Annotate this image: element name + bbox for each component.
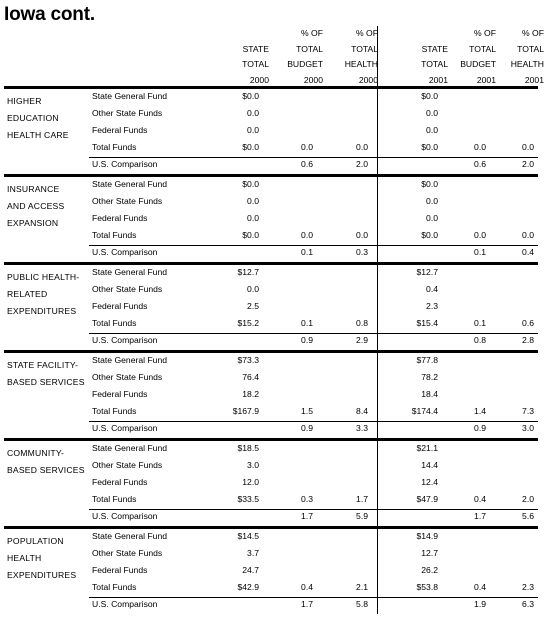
table-row <box>0 284 541 301</box>
table-section <box>0 355 541 440</box>
page-title: Iowa cont. <box>4 4 95 25</box>
row-label: U.S. Comparison <box>92 335 158 345</box>
header-line: TOTAL <box>296 43 323 54</box>
cell-pct-health-2001: 0.4 <box>522 247 534 257</box>
cell-state-total-2000: 76.4 <box>242 372 259 382</box>
section-divider <box>4 526 538 529</box>
row-separator <box>89 509 538 510</box>
cell-pct-budget-2000: 0.9 <box>301 335 313 345</box>
cell-pct-budget-2000: 0.1 <box>301 318 313 328</box>
cell-state-total-2000: $0.0 <box>242 91 259 101</box>
cell-pct-budget-2000: 0.0 <box>301 230 313 240</box>
category-line: AND ACCESS <box>7 201 65 211</box>
cell-pct-budget-2000: 0.4 <box>301 582 313 592</box>
cell-state-total-2001: 0.4 <box>426 284 438 294</box>
cell-pct-budget-2000: 1.7 <box>301 511 313 521</box>
cell-state-total-2001: $0.0 <box>421 91 438 101</box>
row-label: U.S. Comparison <box>92 423 158 433</box>
cell-pct-health-2000: 3.3 <box>356 423 368 433</box>
category-line: PUBLIC HEALTH- <box>7 272 80 282</box>
section-divider <box>4 174 538 177</box>
cell-pct-health-2001: 0.0 <box>522 230 534 240</box>
header-state-total-2000 <box>209 26 269 88</box>
table-row <box>0 531 541 548</box>
cell-state-total-2001: $0.0 <box>421 142 438 152</box>
row-label: Total Funds <box>92 142 137 152</box>
cell-state-total-2000: 3.7 <box>247 548 259 558</box>
cell-pct-health-2000: 2.0 <box>356 159 368 169</box>
table-row <box>0 460 541 477</box>
cell-pct-budget-2000: 0.3 <box>301 494 313 504</box>
table-section <box>0 91 541 176</box>
row-label: State General Fund <box>92 91 168 101</box>
cell-state-total-2001: $0.0 <box>421 179 438 189</box>
cell-pct-health-2000: 0.0 <box>356 142 368 152</box>
header-line: HEALTH <box>510 59 544 69</box>
category-line: RELATED <box>7 289 48 299</box>
cell-state-total-2000: 0.0 <box>247 284 259 294</box>
cell-state-total-2001: 0.0 <box>426 108 438 118</box>
cell-pct-budget-2000: 1.7 <box>301 599 313 609</box>
category-line: HIGHER <box>7 96 42 106</box>
table-row <box>0 565 541 582</box>
cell-state-total-2001: 12.4 <box>421 477 438 487</box>
cell-state-total-2000: $42.9 <box>237 582 259 592</box>
table-section <box>0 443 541 528</box>
header-line: 2001 <box>428 74 448 85</box>
category-line: STATE FACILITY- <box>7 360 79 370</box>
row-label: Federal Funds <box>92 389 148 399</box>
cell-state-total-2000: $14.5 <box>237 531 259 541</box>
cell-pct-budget-2001: 0.0 <box>474 230 486 240</box>
row-label: Total Funds <box>92 494 137 504</box>
header-line: STATE <box>242 43 269 54</box>
cell-pct-health-2000: 2.9 <box>356 335 368 345</box>
row-separator <box>89 245 538 246</box>
table-row <box>0 443 541 460</box>
cell-state-total-2000: 0.0 <box>247 108 259 118</box>
row-label: State General Fund <box>92 179 168 189</box>
row-separator <box>89 421 538 422</box>
row-label: Other State Funds <box>92 108 163 118</box>
row-label: State General Fund <box>92 443 168 453</box>
header-line: TOTAL <box>517 43 544 54</box>
header-line: TOTAL <box>469 43 496 54</box>
header-line: % OF <box>522 28 544 38</box>
cell-pct-health-2001: 3.0 <box>522 423 534 433</box>
row-label: Federal Funds <box>92 213 148 223</box>
category-line: BASED SERVICES <box>7 465 85 475</box>
cell-pct-health-2001: 0.6 <box>522 318 534 328</box>
header-line: HEALTH <box>344 59 378 69</box>
cell-state-total-2000: $0.0 <box>242 179 259 189</box>
cell-state-total-2000: 0.0 <box>247 196 259 206</box>
cell-pct-budget-2001: 0.0 <box>474 142 486 152</box>
row-label: Other State Funds <box>92 548 163 558</box>
cell-pct-health-2000: 0.8 <box>356 318 368 328</box>
cell-pct-budget-2001: 0.4 <box>474 494 486 504</box>
cell-state-total-2000: 12.0 <box>242 477 259 487</box>
category-line: EDUCATION <box>7 113 59 123</box>
cell-pct-health-2001: 2.0 <box>522 494 534 504</box>
table-row <box>0 548 541 565</box>
cell-state-total-2001: $53.8 <box>416 582 438 592</box>
cell-state-total-2000: 0.0 <box>247 125 259 135</box>
table-row <box>0 301 541 318</box>
header-line: STATE <box>421 43 448 54</box>
header-line: 2001 <box>524 74 544 85</box>
row-label: Other State Funds <box>92 196 163 206</box>
table-section <box>0 267 541 352</box>
table-row <box>0 179 541 196</box>
table-row <box>0 267 541 284</box>
cell-pct-budget-2001: 0.8 <box>474 335 486 345</box>
row-label: Federal Funds <box>92 477 148 487</box>
cell-state-total-2000: 24.7 <box>242 565 259 575</box>
cell-state-total-2001: 0.0 <box>426 196 438 206</box>
table-row <box>0 213 541 230</box>
cell-pct-health-2000: 5.8 <box>356 599 368 609</box>
section-divider <box>4 438 538 441</box>
cell-pct-budget-2001: 0.6 <box>474 159 486 169</box>
cell-pct-budget-2001: 0.1 <box>474 318 486 328</box>
header-line: 2000 <box>249 74 269 85</box>
cell-pct-budget-2000: 0.0 <box>301 142 313 152</box>
category-line: HEALTH CARE <box>7 130 69 140</box>
cell-state-total-2000: $33.5 <box>237 494 259 504</box>
cell-pct-health-2001: 5.6 <box>522 511 534 521</box>
cell-pct-health-2001: 6.3 <box>522 599 534 609</box>
cell-pct-budget-2001: 0.4 <box>474 582 486 592</box>
cell-state-total-2001: 14.4 <box>421 460 438 470</box>
cell-pct-budget-2001: 0.9 <box>474 423 486 433</box>
row-label: Total Funds <box>92 230 137 240</box>
cell-state-total-2001: 18.4 <box>421 389 438 399</box>
cell-state-total-2000: 18.2 <box>242 389 259 399</box>
cell-state-total-2000: $15.2 <box>237 318 259 328</box>
cell-state-total-2001: $174.4 <box>411 406 438 416</box>
table-row <box>0 108 541 125</box>
row-label: U.S. Comparison <box>92 159 158 169</box>
table-row <box>0 372 541 389</box>
category-line: BASED SERVICES <box>7 377 85 387</box>
row-label: Federal Funds <box>92 565 148 575</box>
row-separator <box>89 597 538 598</box>
table-section <box>0 179 541 264</box>
row-label: State General Fund <box>92 267 168 277</box>
cell-state-total-2001: 2.3 <box>426 301 438 311</box>
header-pct-health-2001 <box>484 26 544 88</box>
table-row <box>0 355 541 372</box>
header-line: 2000 <box>303 74 323 85</box>
table-row <box>0 196 541 213</box>
section-divider <box>4 350 538 353</box>
cell-state-total-2000: $18.5 <box>237 443 259 453</box>
cell-state-total-2001: 26.2 <box>421 565 438 575</box>
cell-pct-budget-2001: 1.9 <box>474 599 486 609</box>
table-row <box>0 389 541 406</box>
table-row <box>0 477 541 494</box>
row-label: Other State Funds <box>92 284 163 294</box>
header-line: TOTAL <box>421 59 448 69</box>
header-line: BUDGET <box>287 59 323 69</box>
cell-state-total-2000: 2.5 <box>247 301 259 311</box>
row-label: U.S. Comparison <box>92 247 158 257</box>
cell-state-total-2000: $167.9 <box>232 406 259 416</box>
cell-state-total-2000: 0.0 <box>247 213 259 223</box>
cell-state-total-2001: 0.0 <box>426 125 438 135</box>
cell-pct-health-2001: 0.0 <box>522 142 534 152</box>
cell-state-total-2000: $0.0 <box>242 230 259 240</box>
cell-pct-budget-2000: 1.5 <box>301 406 313 416</box>
row-label: Total Funds <box>92 582 137 592</box>
row-label: Other State Funds <box>92 372 163 382</box>
header-pct-health-2000 <box>318 26 378 88</box>
section-divider <box>4 262 538 265</box>
cell-state-total-2001: 78.2 <box>421 372 438 382</box>
header-line: TOTAL <box>242 59 269 69</box>
row-label: Other State Funds <box>92 460 163 470</box>
row-label: Total Funds <box>92 318 137 328</box>
cell-state-total-2001: $21.1 <box>416 443 438 453</box>
cell-pct-budget-2001: 0.1 <box>474 247 486 257</box>
cell-state-total-2001: $14.9 <box>416 531 438 541</box>
header-line: 2000 <box>358 74 378 85</box>
cell-state-total-2000: $0.0 <box>242 142 259 152</box>
cell-pct-health-2000: 8.4 <box>356 406 368 416</box>
cell-pct-budget-2000: 0.9 <box>301 423 313 433</box>
cell-pct-budget-2001: 1.7 <box>474 511 486 521</box>
row-label: Federal Funds <box>92 125 148 135</box>
category-line: INSURANCE <box>7 184 60 194</box>
row-label: U.S. Comparison <box>92 599 158 609</box>
category-line: EXPENDITURES <box>7 570 77 580</box>
cell-state-total-2000: $73.3 <box>237 355 259 365</box>
category-line: HEALTH <box>7 553 42 563</box>
cell-state-total-2000: 3.0 <box>247 460 259 470</box>
cell-pct-health-2001: 7.3 <box>522 406 534 416</box>
cell-pct-health-2000: 2.1 <box>356 582 368 592</box>
row-separator <box>89 333 538 334</box>
row-label: Federal Funds <box>92 301 148 311</box>
cell-pct-budget-2000: 0.1 <box>301 247 313 257</box>
cell-pct-health-2001: 2.0 <box>522 159 534 169</box>
row-label: Total Funds <box>92 406 137 416</box>
table-row <box>0 91 541 108</box>
cell-pct-budget-2000: 0.6 <box>301 159 313 169</box>
cell-state-total-2001: 0.0 <box>426 213 438 223</box>
cell-pct-health-2000: 5.9 <box>356 511 368 521</box>
row-label: U.S. Comparison <box>92 511 158 521</box>
cell-pct-health-2000: 0.0 <box>356 230 368 240</box>
category-line: EXPENDITURES <box>7 306 77 316</box>
cell-pct-health-2000: 1.7 <box>356 494 368 504</box>
cell-state-total-2001: $77.8 <box>416 355 438 365</box>
row-label: State General Fund <box>92 355 168 365</box>
header-line: 2001 <box>476 74 496 85</box>
cell-state-total-2001: $12.7 <box>416 267 438 277</box>
cell-state-total-2000: $12.7 <box>237 267 259 277</box>
header-pct-budget-2000 <box>263 26 323 88</box>
cell-pct-health-2001: 2.3 <box>522 582 534 592</box>
table-row <box>0 125 541 142</box>
row-label: State General Fund <box>92 531 168 541</box>
header-line: % OF <box>301 28 323 38</box>
row-separator <box>89 157 538 158</box>
cell-pct-health-2001: 2.8 <box>522 335 534 345</box>
table-section <box>0 531 541 616</box>
header-line: TOTAL <box>351 43 378 54</box>
category-line: COMMUNITY- <box>7 448 65 458</box>
header-line: BUDGET <box>460 59 496 69</box>
cell-state-total-2001: $47.9 <box>416 494 438 504</box>
cell-state-total-2001: $15.4 <box>416 318 438 328</box>
cell-pct-budget-2001: 1.4 <box>474 406 486 416</box>
cell-state-total-2001: $0.0 <box>421 230 438 240</box>
cell-pct-health-2000: 0.3 <box>356 247 368 257</box>
table-row <box>0 599 541 616</box>
header-line: % OF <box>474 28 496 38</box>
category-line: POPULATION <box>7 536 64 546</box>
cell-state-total-2001: 12.7 <box>421 548 438 558</box>
header-line: % OF <box>356 28 378 38</box>
category-line: EXPANSION <box>7 218 59 228</box>
